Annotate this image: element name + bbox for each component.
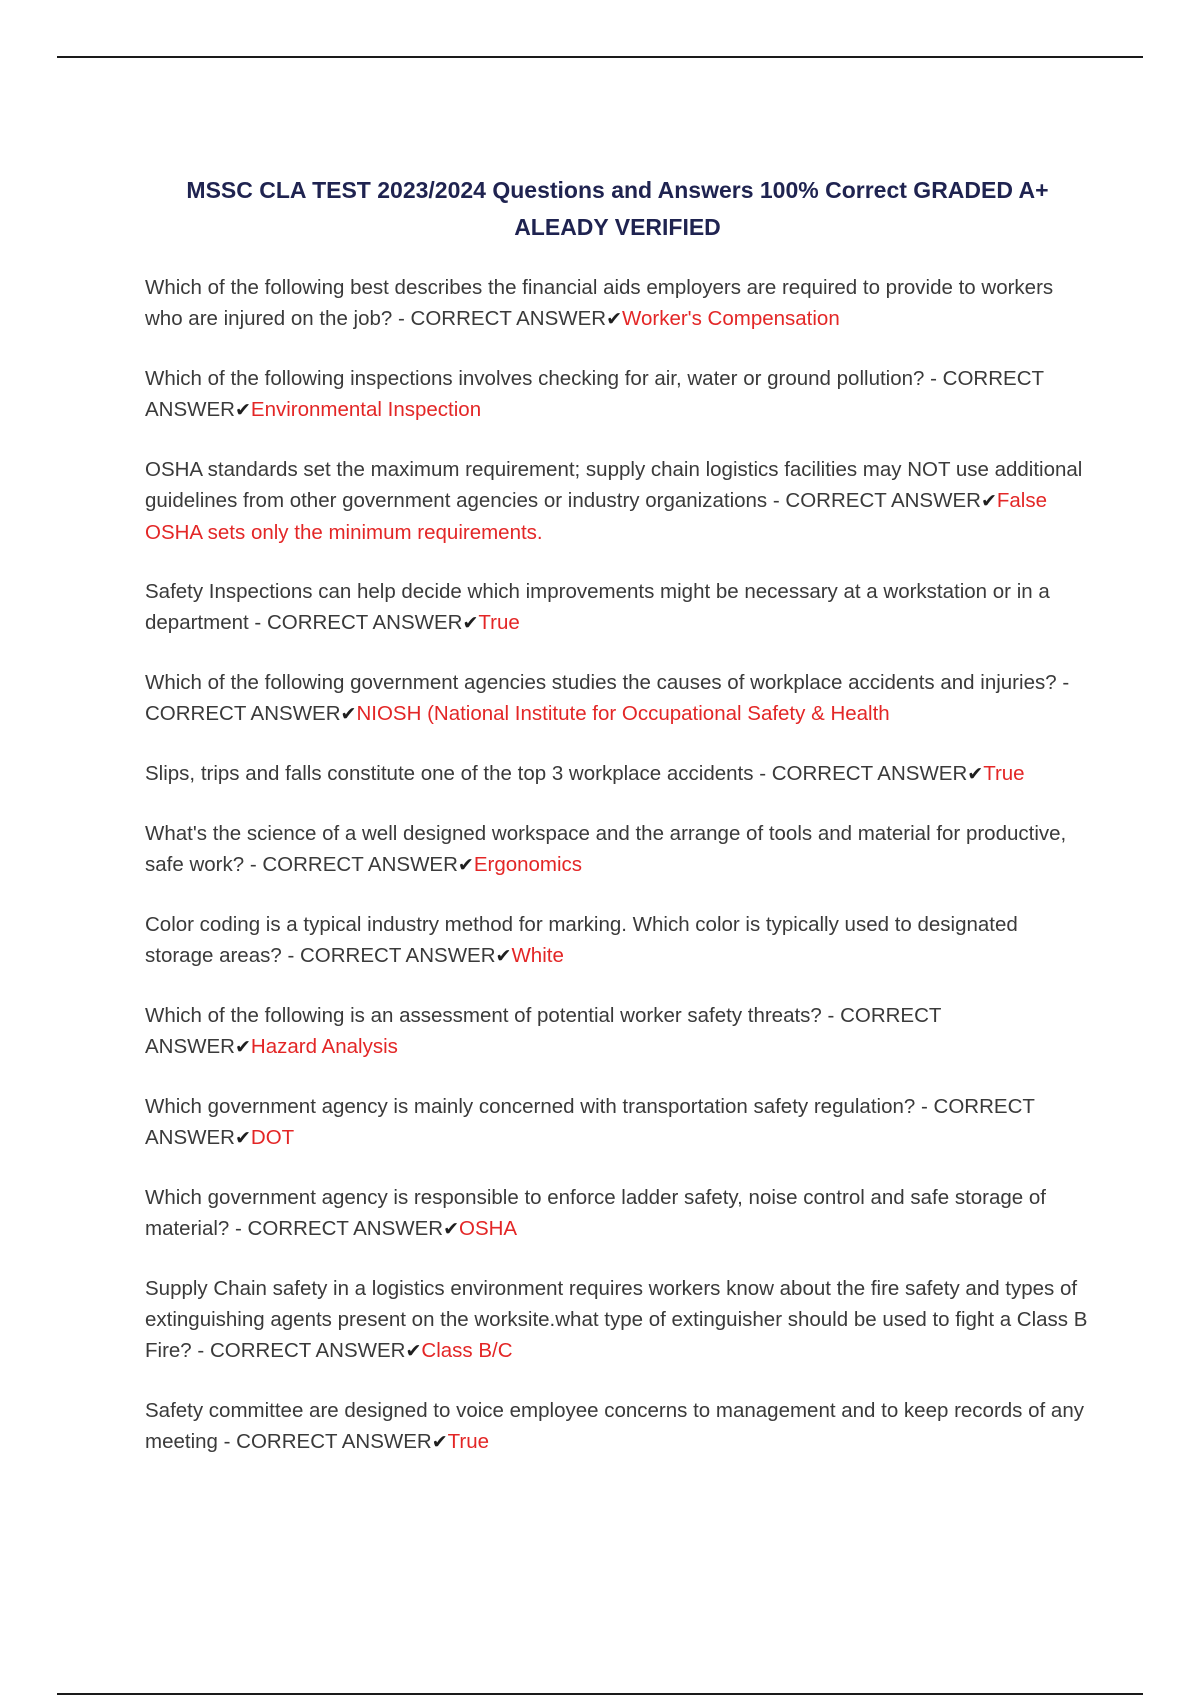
qa-item-13 xyxy=(145,1395,1090,1458)
correct-answer-label: CORRECT ANSWER xyxy=(785,489,981,512)
answer-text: Environmental Inspection xyxy=(250,398,482,421)
checkmark-icon: ✔ xyxy=(405,1340,422,1362)
qa-item-2 xyxy=(145,363,1090,426)
question-text: Which government agency is mainly concerned with transportation safety regulation? - xyxy=(145,1095,928,1118)
answer-text: True xyxy=(478,611,520,634)
question-text: Safety Inspections can help decide which improvements might be necessary at a workstation or in a department - xyxy=(145,580,1050,634)
footer-rule xyxy=(57,1693,1143,1695)
checkmark-icon: ✔ xyxy=(606,308,622,330)
answer-text: NIOSH (National Institute for Occupational Safety & Health xyxy=(356,702,890,725)
qa-item-6 xyxy=(145,758,1090,790)
answer-text: True xyxy=(447,1430,490,1453)
header-rule xyxy=(57,56,1143,58)
qa-item-3 xyxy=(145,454,1090,548)
question-text: OSHA standards set the maximum requirement; supply chain logistics facilities may NOT use additional guidelines from other government agencies or industry organizations - xyxy=(145,458,1083,512)
qa-item-7 xyxy=(145,818,1090,881)
question-text: Which of the following government agencies studies the causes of workplace accidents and injuries? - xyxy=(145,671,1070,694)
qa-item-12 xyxy=(145,1273,1090,1367)
correct-answer-label: CORRECT ANSWER xyxy=(145,367,1044,421)
correct-answer-label: CORRECT ANSWER xyxy=(145,1004,942,1058)
checkmark-icon: ✔ xyxy=(234,1036,251,1058)
checkmark-icon: ✔ xyxy=(980,490,997,512)
qa-item-4 xyxy=(145,576,1090,639)
correct-answer-label: CORRECT ANSWER xyxy=(299,944,496,967)
answer-text: True xyxy=(983,762,1025,785)
qa-item-8 xyxy=(145,909,1090,972)
question-text: Safety committee are designed to voice employee concerns to management and to keep records of any meeting - xyxy=(145,1399,1084,1453)
correct-answer-label: CORRECT ANSWER xyxy=(771,762,968,785)
correct-answer-label: CORRECT ANSWER xyxy=(236,1430,432,1453)
qa-item-1 xyxy=(145,272,1090,335)
correct-answer-label: CORRECT ANSWER xyxy=(145,702,341,725)
checkmark-icon: ✔ xyxy=(431,1431,448,1453)
qa-item-9 xyxy=(145,1000,1090,1063)
question-text: Supply Chain safety in a logistics environment requires workers know about the fire safety and types of extinguishing agents present on the worksite.what type of extinguisher should be used to fight a Class B Fire? - xyxy=(145,1277,1088,1362)
answer-text: DOT xyxy=(250,1126,295,1149)
checkmark-icon: ✔ xyxy=(462,612,479,634)
answer-text: Class B/C xyxy=(421,1339,513,1362)
answer-text: Worker's Compensation xyxy=(622,307,840,330)
answer-text: False OSHA sets only the minimum requirements. xyxy=(145,489,1047,544)
question-text: What's the science of a well designed workspace and the arrange of tools and material for productive, safe work? - xyxy=(145,822,1067,876)
checkmark-icon: ✔ xyxy=(495,945,512,967)
checkmark-icon: ✔ xyxy=(234,1127,251,1149)
correct-answer-label: CORRECT ANSWER xyxy=(266,611,463,634)
checkmark-icon: ✔ xyxy=(967,763,984,785)
question-text: Slips, trips and falls constitute one of the top 3 workplace accidents - xyxy=(145,762,767,785)
checkmark-icon: ✔ xyxy=(443,1218,459,1240)
checkmark-icon: ✔ xyxy=(457,854,474,876)
correct-answer-label: CORRECT ANSWER xyxy=(209,1339,406,1362)
checkmark-icon: ✔ xyxy=(340,703,357,725)
answer-text: Hazard Analysis xyxy=(250,1035,398,1058)
question-text: Which of the following inspections involves checking for air, water or ground pollution? - xyxy=(145,367,937,390)
qa-list xyxy=(145,272,1090,1486)
document-title: MSSC CLA TEST 2023/2024 Questions and Answers 100% Correct GRADED A+ ALEADY VERIFIED xyxy=(186,177,1049,240)
question-text: Which government agency is responsible to enforce ladder safety, noise control and safe storage of material? - xyxy=(145,1186,1046,1240)
correct-answer-label: CORRECT ANSWER xyxy=(247,1217,444,1240)
correct-answer-label: CORRECT ANSWER xyxy=(262,853,458,876)
checkmark-icon: ✔ xyxy=(234,399,251,421)
answer-text: Ergonomics xyxy=(473,853,583,876)
correct-answer-label: CORRECT ANSWER xyxy=(145,1095,1035,1149)
question-text: Which of the following is an assessment of potential worker safety threats? - xyxy=(145,1004,835,1027)
answer-text: White xyxy=(511,944,564,967)
correct-answer-label: CORRECT ANSWER xyxy=(410,307,607,330)
question-text: Which of the following best describes the financial aids employers are required to provide to workers who are injured on the job? - xyxy=(145,276,1054,330)
question-text: Color coding is a typical industry method for marking. Which color is typically used to designated storage areas? - xyxy=(145,913,1018,967)
qa-item-10 xyxy=(145,1091,1090,1154)
qa-item-5 xyxy=(145,667,1090,730)
answer-text: OSHA xyxy=(459,1217,518,1240)
qa-item-11 xyxy=(145,1182,1090,1245)
